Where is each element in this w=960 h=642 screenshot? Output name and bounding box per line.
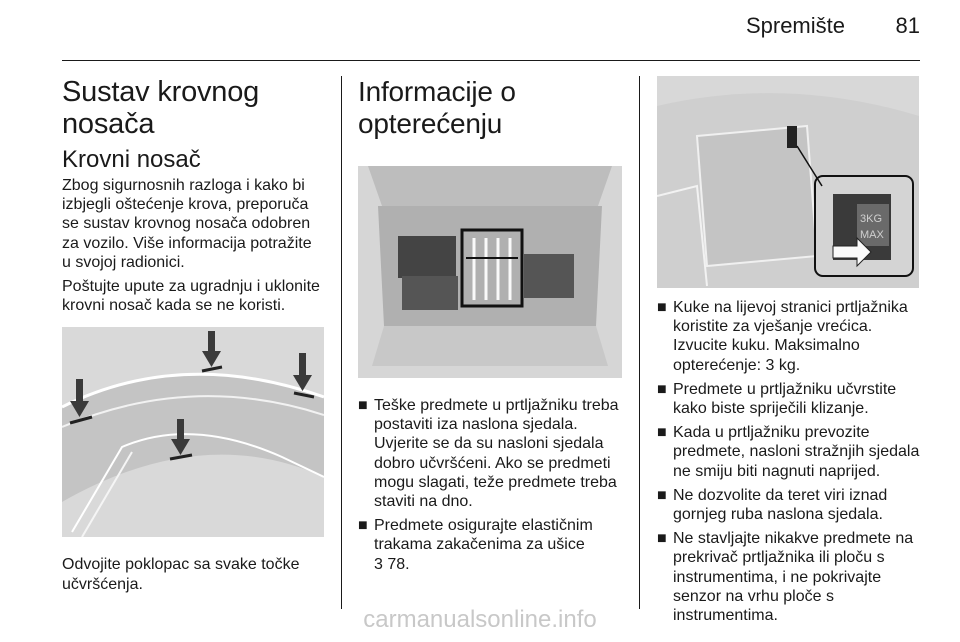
- load-info-bullet-list: [358, 396, 624, 574]
- load-tips-bullet-list: [657, 298, 923, 625]
- watermark: carmanualsonline.info: [363, 606, 597, 633]
- column-load-info: [358, 68, 624, 579]
- list-item: ■ Ne dozvolite da teret viri iznad gornjeg ruba naslona sjedala.: [657, 486, 888, 524]
- hook-label-line2: MAX: [860, 229, 884, 241]
- section-heading-roof-rack: Sustav krovnog nosača: [62, 76, 260, 140]
- list-item: ■ Kuke na lijevoj stranici prtljažnika koristite za vješanje vrećica. Izvucite kuku. Maksimalno opterećenje: 3 kg.: [657, 299, 908, 374]
- list-item: ■ Predmete u prtljažniku učvrstite kako biste spriječili klizanje.: [657, 380, 897, 418]
- header-rule: [62, 60, 920, 61]
- arrow-ref-icon: 3: [374, 555, 388, 573]
- list-item: ■ Kada u prtljažniku prevozite predmete, nasloni stražnjih sjedala ne smiju biti nagnuti naprijed.: [657, 424, 920, 480]
- page-number: 81: [895, 13, 920, 38]
- column-divider-right: [639, 76, 640, 609]
- trunk-illustration-graphic: [358, 166, 622, 378]
- list-item: ■ Teške predmete u prtljažniku treba postaviti iza naslona sjedala. Uvjerite se da su nasloni sjedala dobro učvršćeni. Ako se predmeti mogu slagati, teže predmete treba staviti na dno.: [358, 397, 619, 511]
- subheading-roof-rack: Krovni nosač: [62, 146, 201, 173]
- section-heading-load-info: Informacije o opterećenju: [358, 76, 516, 139]
- paragraph-roof-rack-removal: Poštujte upute za ugradnju i uklonite krovni nosač kada se ne koristi.: [62, 278, 320, 315]
- page-header-title: Spremište: [745, 13, 845, 38]
- column-load-tips: [657, 68, 923, 630]
- illustration-caption-roof: Odvojite poklopac sa svake točke učvršćenja.: [62, 556, 300, 593]
- column-divider-left: [341, 76, 342, 609]
- page-reference: 78.: [387, 555, 410, 573]
- list-item: ■ Ne stavljajte nikakve predmete na prekrivač prtljažnika ili ploču s instrumentima, i ne pokrivajte senzor na vrhu ploče s instrumentima.: [657, 530, 914, 625]
- roof-illustration-graphic: [62, 327, 324, 537]
- trunk-loading-illustration: [358, 166, 622, 378]
- roof-mounting-points-illustration: [62, 327, 324, 537]
- hook-illustration-graphic: [657, 76, 919, 288]
- list-item: ■ Predmete osigurajte elastičnim trakama zakačenima za ušice 3 78.: [358, 517, 593, 573]
- column-roof-rack: [62, 68, 324, 599]
- paragraph-roof-rack-safety: Zbog sigurnosnih razloga i kako bi izbjegli oštećenje krova, preporuča se sustav krovnog nosača odobren za vozilo. Više informacija potražite u svojoj radionici.: [62, 177, 312, 271]
- trunk-hook-illustration: [657, 76, 919, 288]
- hook-label-line1: 3KG: [860, 213, 883, 225]
